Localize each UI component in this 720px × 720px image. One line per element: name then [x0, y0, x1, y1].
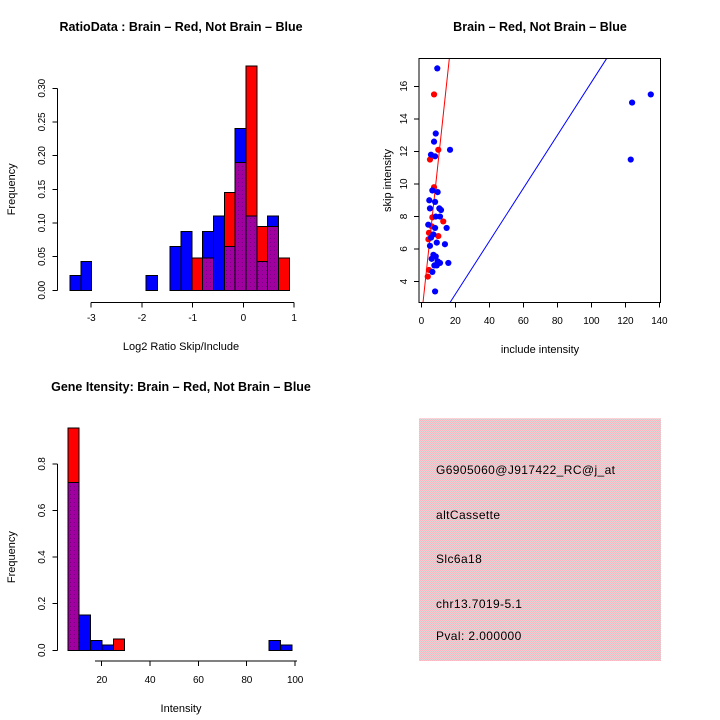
hist-bar-overlap [203, 258, 214, 290]
x-tick-label: 0 [240, 313, 246, 324]
y-tick-label: 0.25 [37, 112, 48, 132]
scatter-point-blue [426, 197, 432, 203]
y-tick-label: 0.30 [37, 78, 48, 98]
chart-title: Brain – Red, Not Brain – Blue [453, 20, 627, 34]
hist-bar-overlap [235, 162, 246, 290]
x-axis-label: Log2 Ratio Skip/Include [122, 341, 240, 353]
y-tick-label: 12 [399, 146, 410, 157]
scatter-point-red [425, 274, 431, 280]
y-tick-label: 0.05 [37, 247, 48, 266]
x-tick-label: 100 [287, 675, 304, 686]
hist-bar-blue [79, 615, 90, 650]
x-tick-label: 120 [617, 316, 634, 327]
y-tick-label: 0.0 [37, 643, 48, 657]
hist-bar-overlap [68, 483, 79, 651]
y-tick-label: 0.00 [37, 280, 48, 300]
scatter-point-blue [433, 130, 439, 136]
hist-bar-blue [181, 232, 192, 291]
scatter-point-blue [438, 207, 444, 213]
scatter-point-blue [437, 213, 443, 219]
x-tick-label: -2 [137, 313, 147, 324]
y-axis-label: skip intensity [382, 149, 394, 212]
x-axis-label: include intensity [500, 344, 580, 356]
hist-bar-red [278, 258, 289, 290]
hist-bar-blue [70, 275, 81, 290]
scatter-point-blue [432, 153, 438, 159]
scatter-point-blue [428, 235, 434, 241]
hist-bar-blue [102, 645, 113, 650]
scatter-point-blue [429, 187, 435, 193]
info-box-panel [419, 418, 661, 661]
hist-bar-blue [91, 640, 102, 650]
chart-title: RatioData : Brain – Red, Not Brain – Blue [59, 20, 303, 34]
hist-bar-blue [81, 261, 92, 290]
hist-bar-red [113, 639, 124, 650]
scatter-point-blue [628, 156, 634, 162]
y-tick-label: 0.6 [37, 503, 48, 518]
chart-title: Gene Itensity: Brain – Red, Not Brain – Blue [51, 380, 311, 394]
info-line: Slc6a18 [436, 552, 483, 566]
hist-bar-overlap [246, 216, 257, 290]
hist-bar-blue [213, 216, 224, 290]
x-tick-label: 60 [193, 675, 204, 686]
scatter-point-blue [447, 147, 453, 153]
y-tick-label: 6 [399, 246, 410, 252]
scatter-point-red [435, 147, 441, 153]
x-tick-label: -1 [188, 313, 197, 324]
info-box-background [419, 418, 661, 661]
y-tick-label: 4 [399, 278, 410, 285]
hist-bar-blue [170, 247, 181, 291]
scatter-point-blue [429, 269, 435, 275]
y-tick-label: 0.20 [37, 146, 48, 165]
scatter-point-blue [442, 241, 448, 247]
hist-bar-overlap [268, 226, 279, 290]
x-axis-label: Intensity [160, 703, 202, 715]
scatter-point-blue [648, 91, 654, 97]
y-tick-label: 0.8 [37, 457, 48, 471]
x-tick-label: 60 [517, 316, 529, 327]
hist-bar-blue [269, 640, 280, 650]
scatter-point-blue [425, 222, 431, 228]
y-tick-label: 14 [399, 113, 410, 125]
scatter-point-blue [434, 262, 440, 268]
hist-bar-overlap [225, 247, 236, 291]
x-tick-label: 80 [241, 675, 253, 686]
y-axis-label: Frequency [6, 531, 18, 584]
y-axis-label: Frequency [6, 163, 18, 216]
info-line: G6905060@J917422_RC@j_at [436, 463, 616, 477]
scatter-point-blue [445, 260, 451, 266]
y-tick-label: 16 [399, 80, 410, 92]
scatter-point-blue [434, 65, 440, 71]
y-tick-label: 8 [399, 213, 410, 220]
x-tick-label: 100 [583, 316, 600, 327]
x-tick-label: 20 [96, 675, 108, 686]
info-line: Pval: 2.000000 [436, 629, 522, 643]
x-tick-label: 20 [449, 316, 461, 327]
y-tick-label: 0.4 [37, 550, 48, 564]
scatter-point-blue [429, 256, 435, 262]
x-tick-label: -3 [86, 313, 96, 324]
scatter-point-blue [427, 205, 433, 211]
scatter-point-blue [432, 199, 438, 205]
scatter-point-blue [629, 99, 635, 105]
x-tick-label: 1 [291, 313, 297, 324]
x-tick-label: 140 [651, 316, 668, 327]
x-tick-label: 40 [483, 316, 495, 327]
scatter-point-blue [432, 225, 438, 231]
hist-bar-blue [146, 275, 158, 290]
info-line: chr13.7019-5.1 [436, 597, 523, 611]
scatter-point-blue [444, 225, 450, 231]
y-tick-label: 0.10 [37, 213, 48, 233]
info-line: altCassette [436, 508, 501, 522]
scatter-point-blue [432, 288, 438, 294]
x-tick-label: 80 [551, 316, 563, 327]
scatter-point-blue [434, 239, 440, 245]
x-tick-label: 40 [144, 675, 156, 686]
hist-bar-overlap [257, 261, 268, 290]
scatter-point-blue [435, 189, 441, 195]
y-tick-label: 10 [399, 178, 410, 190]
x-tick-label: 0 [418, 316, 424, 327]
y-tick-label: 0.2 [37, 597, 48, 611]
scatter-point-red [431, 91, 437, 97]
hist-bar-blue [281, 645, 292, 650]
hist-bar-red [192, 258, 203, 290]
scatter-point-blue [431, 139, 437, 145]
scatter-point-blue [427, 243, 433, 249]
y-tick-label: 0.15 [37, 179, 48, 199]
